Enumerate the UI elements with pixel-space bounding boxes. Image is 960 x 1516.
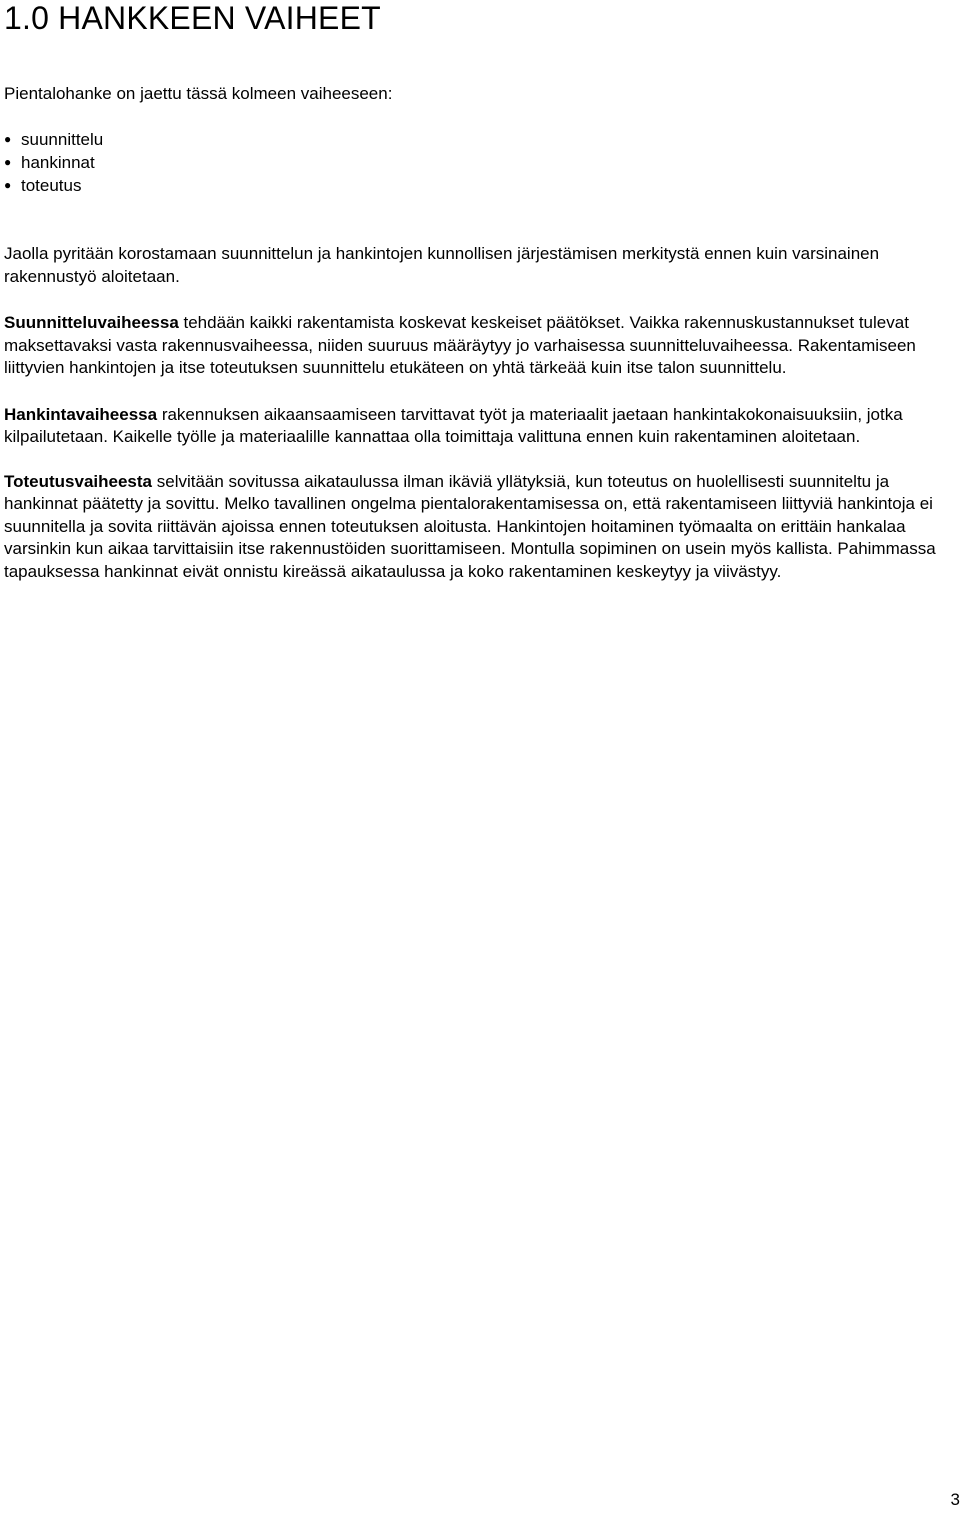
list-item: ● suunnittelu: [4, 130, 104, 149]
bullet-icon: ●: [4, 178, 12, 192]
page-number: 3: [950, 1490, 960, 1509]
list-item: ● toteutus: [4, 176, 82, 195]
planning-text: tehdään kaikki rakentamista koskevat keskeiset päätökset. Vaikka rakennuskustannukset tulevat maksettavaksi vasta rakennusvaiheessa, niiden suuruus määräytyy jo varhaisessa suunnitteluvaiheessa. Rakentamiseen liittyvien hankintojen ja itse toteutuksen suunnittelu etukäteen on yhtä tärkeää kuin itse talon suunnittelu.: [4, 313, 916, 377]
execution-term: Toteutusvaiheesta: [4, 471, 153, 491]
aim-paragraph: Jaolla pyritään korostamaan suunnittelun ja hankintojen kunnollisen järjestämisen merkitystä ennen kuin varsinainen rakennustyö aloitetaan.: [4, 244, 880, 286]
execution-paragraph: [4, 471, 956, 584]
planning-term: Suunnitteluvaiheessa: [4, 313, 179, 332]
bullet-icon: ●: [4, 155, 12, 169]
procurement-term: Hankintavaiheessa: [4, 404, 158, 424]
page-title: 1.0 HANKKEEN VAIHEET: [4, 0, 381, 36]
planning-paragraph: [4, 312, 956, 380]
procurement-text: rakennuksen aikaansaamiseen tarvittavat työt ja materiaalit jaetaan hankintakokonaisuuksiin, jotka kilpailutetaan. Kaikelle työlle ja materiaalille kannattaa olla toimittaja valittuna ennen kuin rakentaminen aloitetaan.: [4, 404, 903, 446]
intro-text: Pientalohanke on jaettu tässä kolmeen vaiheeseen:: [4, 84, 393, 103]
document-page: [4, 0, 956, 583]
bullet-icon: ●: [4, 132, 12, 146]
phase-list: [4, 128, 956, 197]
procurement-paragraph: [4, 404, 956, 449]
execution-text: selvitään sovitussa aikataulussa ilman ikäviä yllätyksiä, kun toteutus on huolellisesti suunniteltu ja hankinnat päätetty ja sovittu. Melko tavallinen ongelma pientalorakentamisessa on, että rakentamiseen liittyviä hankintoja ei suunnitella ja sovita riittävän ajoissa ennen toteutuksen aloitusta. Hankintojen hoitaminen työmaalta on erittäin hankalaa varsinkin kun aikaa tarvittaisiin itse rakennustöiden suorittamiseen. Montulla sopiminen on usein myös kallista. Pahimmassa tapauksessa hankinnat eivät onnistu kireässä aikataulussa ja koko rakentaminen keskeytyy ja viivästyy.: [4, 471, 936, 581]
list-item: ● hankinnat: [4, 153, 95, 172]
